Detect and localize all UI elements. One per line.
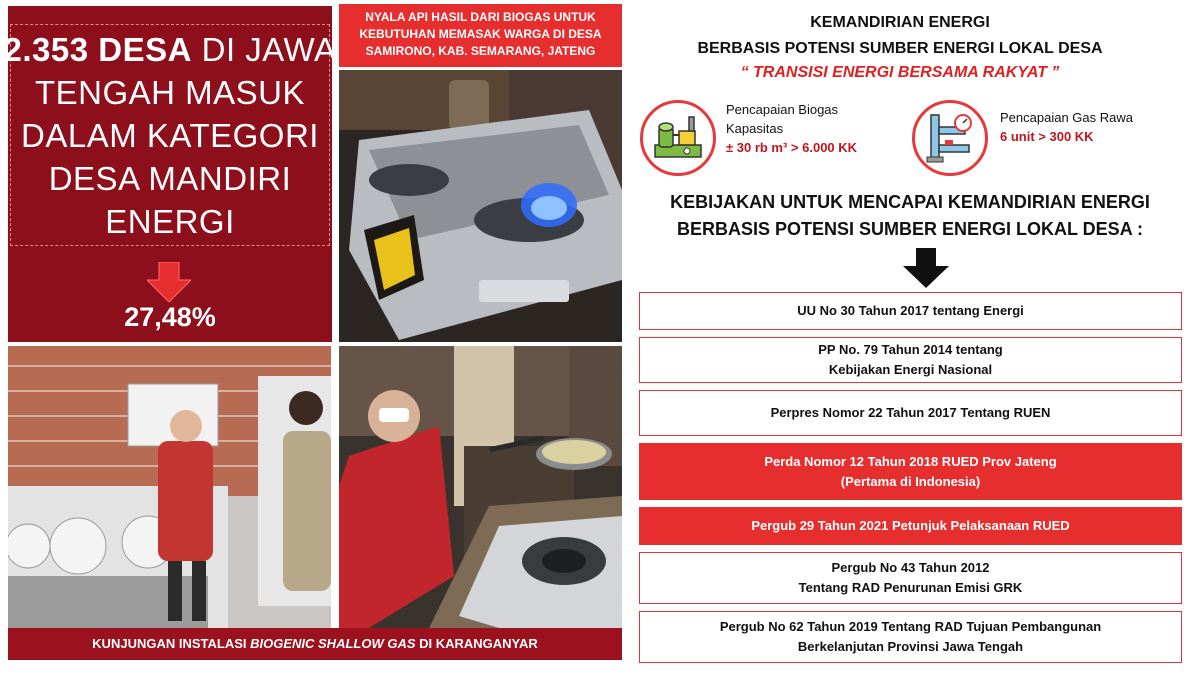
policy-item-line: Pergub No 62 Tahun 2019 Tentang RAD Tujuan Pembangunan xyxy=(719,619,1102,634)
policy-item-line: Berkelanjutan Provinsi Jawa Tengah xyxy=(797,639,1024,654)
down-arrow-icon xyxy=(147,262,191,302)
headline-text xyxy=(3,24,337,246)
header-subtitle: BERBASIS POTENSI SUMBER ENERGI LOKAL DESA xyxy=(697,40,1103,57)
installation-caption xyxy=(8,628,622,660)
biogas-plant-icon xyxy=(640,100,716,176)
policy-item-highlighted xyxy=(639,507,1182,545)
caption-suffix: DI KARANGANYAR xyxy=(415,636,538,651)
policy-item-line: Pergub No 43 Tahun 2012 xyxy=(831,560,990,575)
caption-line: KEBUTUHAN MEMASAK WARGA DI DESA xyxy=(359,27,602,41)
biogas-stove-photo xyxy=(339,70,622,342)
biogas-label: Pencapaian Biogas xyxy=(726,102,839,117)
policy-title: BERBASIS POTENSI SUMBER ENERGI LOKAL DESA : xyxy=(676,219,1144,239)
policy-item-line: Pergub 29 Tahun 2021 Petunjuk Pelaksanaan RUED xyxy=(751,518,1070,533)
policy-item-line: Tentang RAD Penurunan Emisi GRK xyxy=(798,580,1023,595)
header-tagline: “ TRANSISI ENERGI BERSAMA RAKYAT ” xyxy=(740,64,1060,81)
policy-item-line: UU No 30 Tahun 2017 tentang Energi xyxy=(797,303,1024,318)
policy-item-line: Perpres Nomor 22 Tahun 2017 Tentang RUEN xyxy=(770,405,1051,420)
policy-item-line: Kebijakan Energi Nasional xyxy=(828,362,993,377)
headline-line: TENGAH MASUK xyxy=(34,73,306,111)
policy-item xyxy=(639,390,1182,436)
caption-italic: BIOGENIC SHALLOW GAS xyxy=(250,636,416,651)
installation-visit-photo xyxy=(8,346,331,628)
policy-item xyxy=(639,611,1182,663)
policy-item-line: PP No. 79 Tahun 2014 tentang xyxy=(818,342,1003,357)
policy-title: KEBIJAKAN UNTUK MENCAPAI KEMANDIRIAN ENERGI xyxy=(670,192,1150,212)
policy-item-highlighted xyxy=(639,443,1182,500)
gas-rawa-achievement xyxy=(1000,108,1133,146)
biogas-value: ± 30 rb m³ > 6.000 KK xyxy=(726,140,858,155)
gas-rawa-label: Pencapaian Gas Rawa xyxy=(1000,110,1133,125)
headline-line xyxy=(4,28,337,71)
caption-prefix: KUNJUNGAN INSTALASI xyxy=(92,636,251,651)
down-arrow-icon xyxy=(903,248,949,288)
policy-item-line: Perda Nomor 12 Tahun 2018 RUED Prov Jateng xyxy=(764,453,1057,469)
caption-line: SAMIRONO, KAB. SEMARANG, JATENG xyxy=(365,44,596,58)
gas-pipeline-icon xyxy=(912,100,988,176)
biogas-achievement xyxy=(726,100,857,157)
policy-item xyxy=(639,552,1182,604)
headline-line: ENERGI xyxy=(105,202,235,240)
biogas-label: Kapasitas xyxy=(726,121,784,136)
headline-strong: 2.353 DESA xyxy=(3,30,192,68)
headline-line: DESA MANDIRI xyxy=(48,159,292,197)
flame-caption xyxy=(339,4,622,67)
header-title: KEMANDIRIAN ENERGI xyxy=(810,14,990,31)
caption-line: NYALA API HASIL DARI BIOGAS UNTUK xyxy=(365,10,596,24)
percentage-value: 27,48% xyxy=(124,302,216,332)
headline-line: DALAM KATEGORI xyxy=(21,116,319,154)
gas-rawa-value: 6 unit > 300 KK xyxy=(1000,129,1094,144)
policy-item xyxy=(639,337,1182,383)
policy-item xyxy=(639,292,1182,330)
policy-item-line: (Pertama di Indonesia) xyxy=(840,473,981,489)
cooking-demo-photo xyxy=(339,346,622,628)
headline-rest: DI JAWA xyxy=(191,30,337,68)
